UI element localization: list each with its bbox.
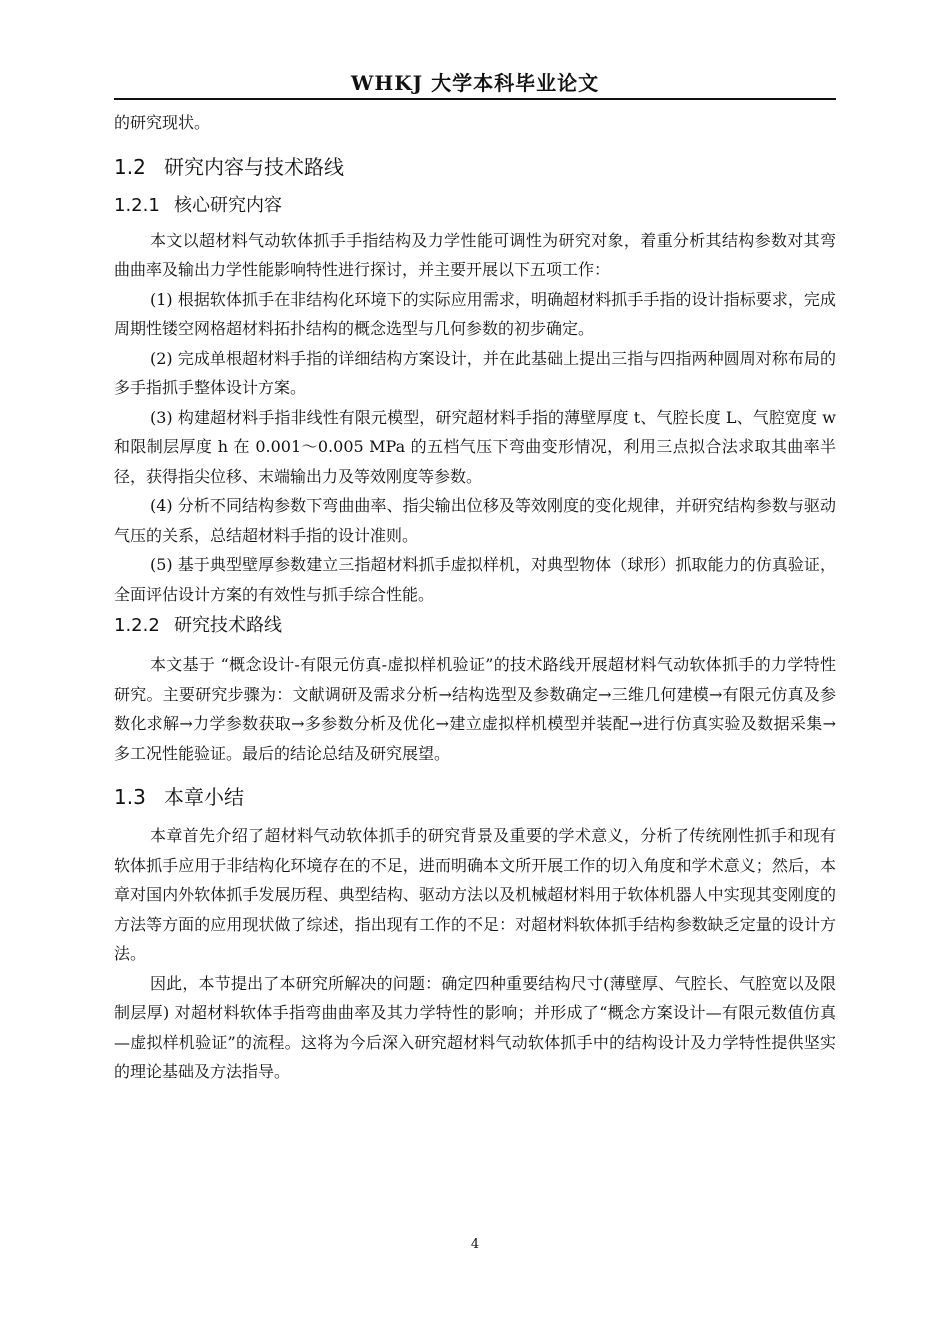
page-number: 4 [470,1237,480,1252]
subsection-title: 核心研究内容 [174,194,282,216]
header-divider [114,98,836,100]
paragraph: 本章首先介绍了超材料气动软体抓手的研究背景及重要的学术意义，分析了传统刚性抓手和现有软体抓手应用于非结构化环境存在的不足，进而明确本文所开展工作的切入角度和学术意义；然后，本章对国内外软体抓手发展历程、典型结构、驱动方法以及机械超材料用于软体机器人中实现其变刚度的方法等方面的应用现状做了综述，指出现有工作的不足：对超材料软体抓手结构参数缺乏定量的设计方法。 [114,826,836,963]
subsection-number: 1.2.1 [114,194,160,216]
paragraph: (1) 根据软体抓手在非结构化环境下的实际应用需求，明确超材料抓手手指的设计指标要求，完成周期性镂空网格超材料拓扑结构的概念选型与几何参数的初步确定。 [114,289,836,338]
subsection-number: 1.2.2 [114,615,160,636]
paragraph: 本文基于 “概念设计-有限元仿真-虚拟样机验证”的技术路线开展超材料气动软体抓手的力学特性研究。主要研究步骤为：文献调研及需求分析→结构选型及参数确定→三维几何建模→有限元仿真及参数化求解→力学参数获取→多参数分析及优化→建立虚拟样机模型并装配→进行仿真实验及数据采集→多工况性能验证。最后的结论总结及研究展望。 [114,655,836,763]
intro-line: 的研究现状。 [114,113,211,132]
subsection-heading-1-2-2 [114,612,836,640]
paragraph: 本文以超材料气动软体抓手手指结构及力学性能可调性为研究对象，着重分析其结构参数对其弯曲曲率及输出力学性能影响特性进行探讨，并主要开展以下五项工作： [114,230,836,279]
paragraph: (4) 分析不同结构参数下弯曲曲率、指尖输出位移及等效刚度的变化规律，并研究结构参数与驱动气压的关系，总结超材料手指的设计准则。 [114,496,836,545]
paragraph: (3) 构建超材料手指非线性有限元模型，研究超材料手指的薄壁厚度 t、气腔长度 L、气腔宽度 w 和限制层厚度 h 在 0.001～0.005 MPa 的五档气压下弯曲变形情况，利用三点拟合法求取其曲率半径，获得指尖位移、末端输出力及等效刚度等参数。 [114,407,836,486]
subsection-title: 研究技术路线 [174,615,282,636]
paragraph: 因此，本节提出了本研究所解决的问题：确定四种重要结构尺寸(薄壁厚、气腔长、气腔宽以及限制层厚) 对超材料软体手指弯曲曲率及其力学特性的影响；并形成了“概念方案设计—有限元数值仿真—虚拟样机验证”的流程。这将为今后深入研究超材料气动软体抓手中的结构设计及力学特性提供坚实的理论基础及方法指导。 [114,973,836,1081]
subsection-heading-1-2-1 [114,192,836,220]
paragraph: (5) 基于典型壁厚参数建立三指超材料抓手虚拟样机，对典型物体（球形）抓取能力的仿真验证，全面评估设计方案的有效性与抓手综合性能。 [114,555,836,604]
section-title: 研究内容与技术路线 [164,154,344,179]
section-number: 1.2 [114,154,146,179]
page-header-title: WHKJ 大学本科毕业论文 [350,71,600,95]
section-number: 1.3 [114,785,146,809]
page-body [114,108,836,1087]
section-heading-1-2 [114,152,836,182]
section-heading-1-3 [114,782,836,812]
paragraph: (2) 完成单根超材料手指的详细结构方案设计，并在此基础上提出三指与四指两种圆周对称布局的多手指抓手整体设计方案。 [114,348,836,397]
section-title: 本章小结 [164,785,244,809]
